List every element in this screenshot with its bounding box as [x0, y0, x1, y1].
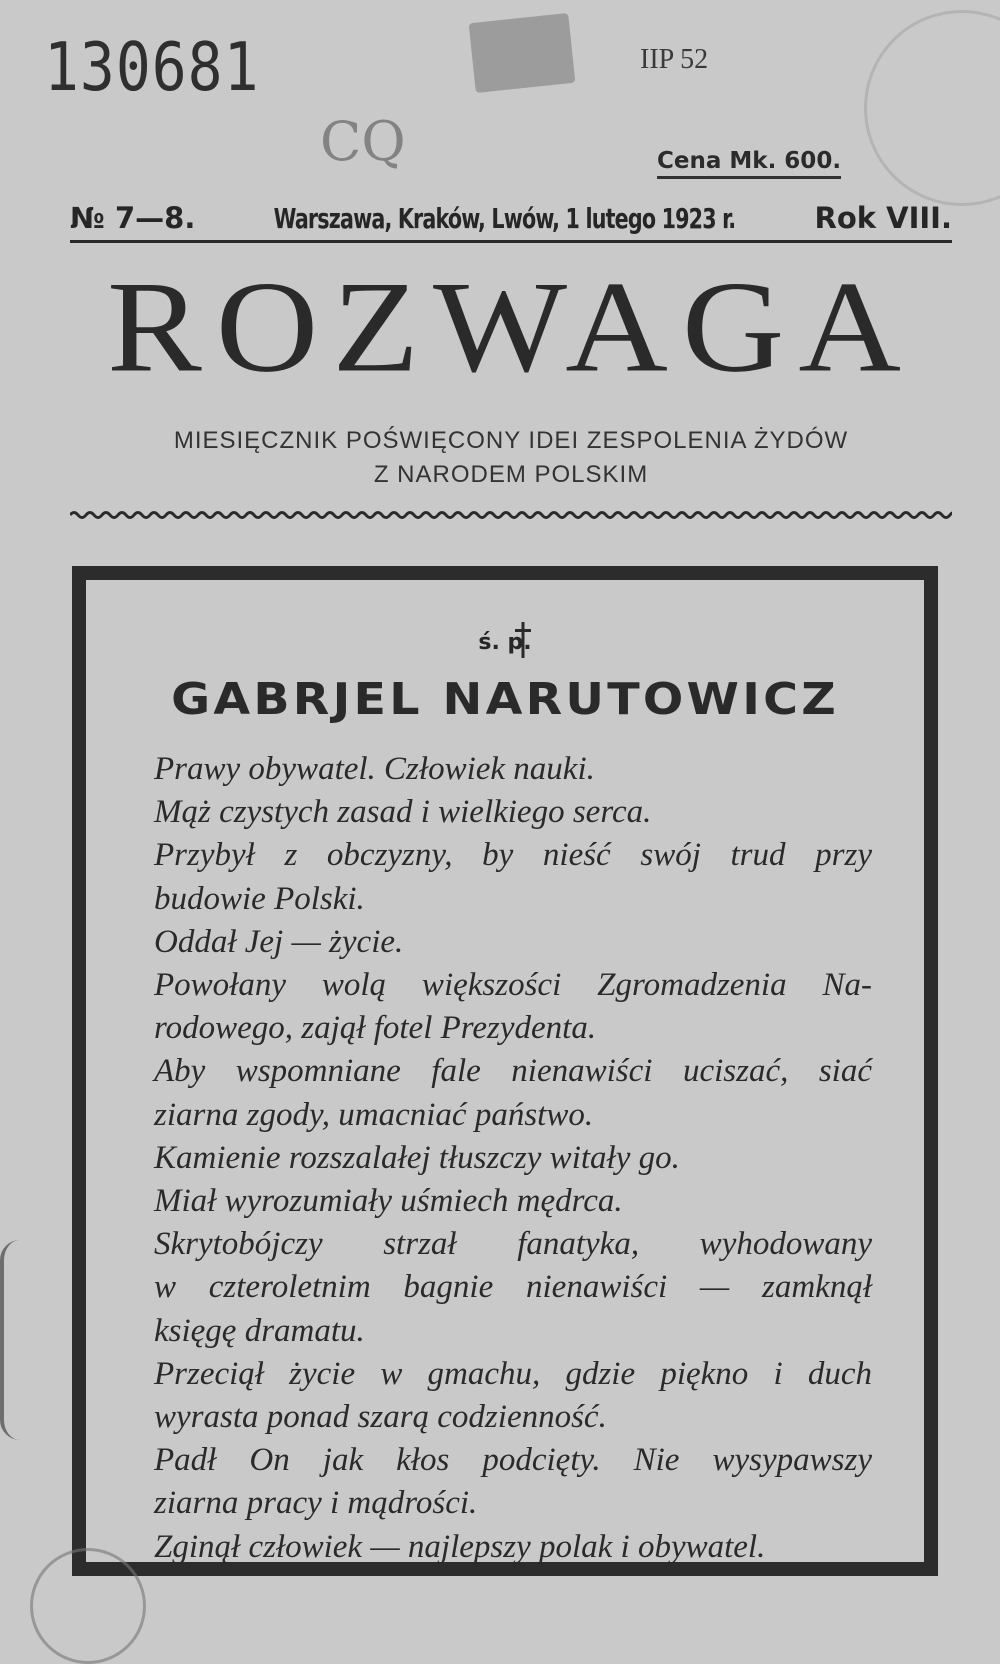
text-line: Padł On jak kłos podcięty. Nie wysypawszy: [154, 1442, 872, 1479]
deceased-name: GABRJEL NARUTOWICZ: [171, 674, 839, 725]
catalog-number: 130681: [44, 28, 260, 107]
handwritten-margin-mark: [0, 1240, 44, 1440]
text-line: Aby wspomniane fale nienawiści uciszać, siać: [154, 1053, 872, 1090]
memorial-frame: [72, 566, 938, 1576]
text-line: wyrasta ponad szarą codzienność.: [154, 1399, 607, 1436]
text-line: rodowego, zajął fotel Prezydenta.: [154, 1010, 597, 1047]
issue-number: № 7—8.: [70, 201, 196, 235]
library-stamp-bottom: [30, 1548, 146, 1664]
text-line: Przybył z obczyzny, by nieść swój trud przy: [154, 837, 872, 874]
subtitle-line: MIESIĘCZNIK POŚWIĘCONY IDEI ZESPOLENIA ŻYDÓW: [173, 427, 849, 454]
price-label: Cena Mk. 600.: [657, 148, 841, 179]
text-line: Miał wyrozumiały uśmiech mędrca.: [154, 1183, 623, 1220]
masthead-title: ROZWAGA: [107, 253, 915, 400]
subtitle-line: Z NARODEM POLSKIM: [373, 461, 649, 488]
shelf-mark: IIP 52: [640, 44, 709, 75]
memorial-text: [154, 748, 872, 1569]
text-line: ziarna zgody, umacniać państwo.: [154, 1096, 594, 1133]
text-line: Prawy obywatel. Człowiek nauki.: [154, 751, 595, 787]
text-line: ziarna pracy i mądrości.: [154, 1485, 478, 1522]
text-line: Mąż czystych zasad i wielkiego serca.: [154, 794, 652, 831]
handwritten-mark: CQ: [320, 110, 406, 173]
wavy-divider: [70, 508, 952, 522]
masthead-subtitle: [70, 424, 952, 492]
issue-info-row: [70, 196, 952, 243]
text-line: Przeciął życie w gmachu, gdzie piękno i duch: [154, 1355, 872, 1392]
text-line: w czteroletnim bagnie nienawiści — zamknął: [154, 1269, 872, 1306]
text-line: budowie Polski.: [154, 880, 365, 917]
publication-year: Rok VIII.: [814, 201, 952, 235]
text-line: Skrytobójczy strzał fanatyka, wyhodowany: [154, 1226, 872, 1263]
text-line: Oddał Jej — życie.: [154, 923, 404, 960]
text-line: księgę dramatu.: [154, 1312, 365, 1349]
in-memoriam-abbreviation: ś. p.: [478, 630, 532, 655]
text-line: Zginął człowiek — najlepszy polak i obywatel.: [154, 1528, 766, 1565]
ink-stamp-blot: [469, 13, 576, 93]
library-stamp-circle: [864, 10, 1000, 206]
text-line: Kamienie rozszalałej tłuszczy witały go.: [154, 1139, 680, 1176]
place-and-date: Warszawa, Kraków, Lwów, 1 lutego 1923 r.: [274, 201, 736, 235]
memorial-content: [98, 592, 912, 1565]
text-line: Powołany wolą większości Zgromadzenia Na-: [154, 967, 872, 1004]
